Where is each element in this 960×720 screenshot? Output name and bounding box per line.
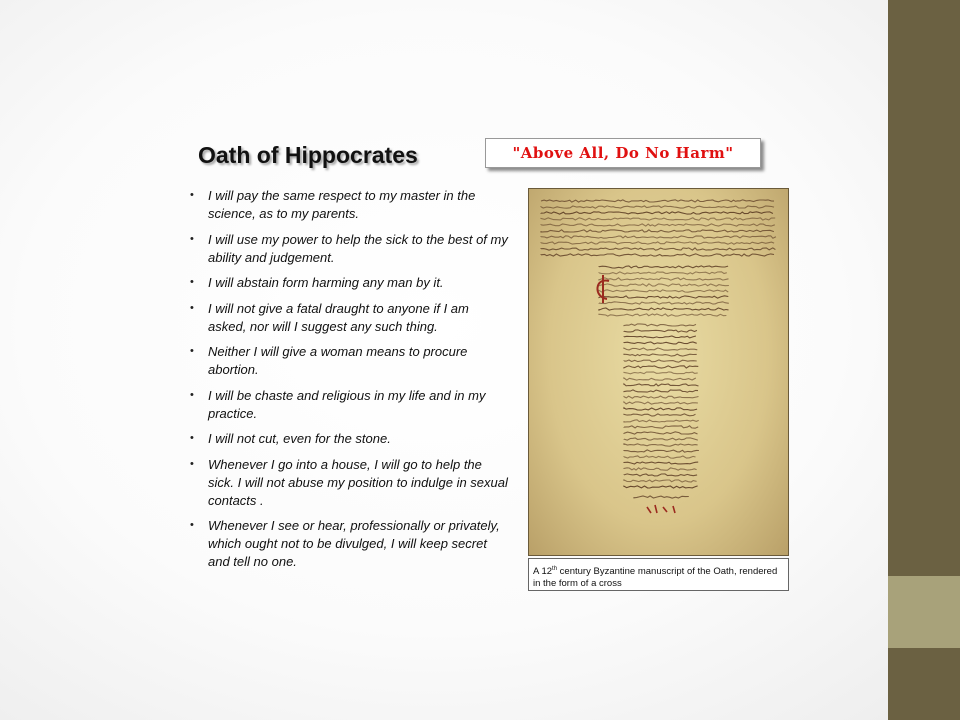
bullet-icon: •	[190, 189, 194, 201]
manuscript-line	[624, 342, 697, 344]
oath-item-text: I will not give a fatal draught to anyone if I am asked, nor will I suggest any such thing.	[208, 300, 469, 334]
bullet-icon: •	[190, 519, 194, 531]
manuscript-line	[624, 444, 698, 446]
oath-item-text: I will not cut, even for the stone.	[208, 431, 391, 446]
manuscript-line	[624, 324, 696, 326]
quote-box	[485, 138, 761, 168]
manuscript-line	[541, 212, 773, 214]
manuscript-line	[599, 284, 729, 286]
manuscript-line	[541, 224, 775, 226]
manuscript-line	[624, 414, 696, 416]
caption-superscript: th	[552, 566, 558, 572]
quote-text: "Above All, Do No Harm"	[512, 144, 734, 162]
manuscript-line	[624, 432, 698, 434]
manuscript-line	[624, 480, 697, 482]
oath-item-text: I will be chaste and religious in my life and in my practice.	[208, 387, 486, 421]
manuscript-line	[624, 348, 697, 350]
oath-item	[190, 387, 510, 423]
manuscript-line	[624, 366, 698, 368]
manuscript-cross-drawing	[529, 189, 788, 555]
caption-suffix: century Byzantine manuscript of the Oath, rendered in the form of a cross	[533, 566, 778, 590]
manuscript-line	[541, 200, 774, 202]
oath-item-text: I will use my power to help the sick to the best of my ability and judgement.	[208, 231, 508, 265]
manuscript-line	[624, 390, 698, 392]
slide-title: Oath of Hippocrates	[198, 142, 418, 168]
manuscript-line	[624, 438, 698, 440]
oath-item	[190, 274, 510, 292]
manuscript-line	[541, 254, 774, 256]
manuscript-line	[624, 378, 696, 380]
manuscript-line	[624, 354, 697, 356]
bullet-icon: •	[190, 457, 194, 470]
manuscript-line	[599, 314, 726, 316]
oath-item-text: Whenever I see or hear, professionally or privately, which ought not to be divulged, I will keep secret and tell no one.	[208, 518, 500, 569]
manuscript-line	[541, 218, 775, 220]
oath-list	[190, 187, 510, 579]
bullet-icon: •	[190, 345, 194, 357]
oath-item	[190, 456, 510, 510]
manuscript-line	[634, 496, 689, 498]
manuscript-line	[541, 236, 776, 238]
oath-item	[190, 430, 510, 448]
manuscript-line	[624, 474, 697, 476]
bullet-icon: •	[190, 276, 194, 288]
manuscript-line	[599, 296, 728, 298]
manuscript-line	[624, 330, 697, 332]
manuscript-line	[541, 230, 774, 232]
sidebar-band-top	[888, 0, 960, 576]
oath-item	[190, 187, 510, 223]
manuscript-line	[624, 420, 699, 422]
manuscript-line	[599, 290, 728, 292]
manuscript-line	[624, 402, 698, 404]
manuscript-image	[528, 188, 789, 556]
manuscript-line	[599, 278, 729, 280]
oath-item-text: I will abstain form harming any man by it.	[208, 275, 444, 290]
manuscript-line	[624, 384, 699, 386]
oath-item-text: Whenever I go into a house, I will go to help the sick. I will not abuse my position to indulge in sexual contacts .	[208, 456, 508, 508]
bullet-icon: •	[190, 301, 194, 314]
bullet-icon: •	[190, 432, 194, 444]
manuscript-line	[624, 336, 696, 338]
manuscript-line	[541, 206, 774, 208]
oath-item	[190, 343, 510, 379]
oath-item-text: Neither I will give a woman means to procure abortion.	[208, 344, 468, 377]
manuscript-line	[624, 450, 699, 452]
manuscript-caption	[528, 558, 789, 591]
sidebar-band-middle	[888, 576, 960, 648]
oath-item	[190, 231, 510, 267]
manuscript-line	[599, 266, 728, 268]
bullet-icon: •	[190, 232, 194, 245]
oath-item	[190, 300, 510, 336]
manuscript-line	[624, 426, 698, 428]
manuscript-line	[541, 242, 774, 244]
oath-item-text: I will pay the same respect to my master in the science, as to my parents.	[208, 188, 476, 221]
manuscript-line	[624, 486, 698, 488]
manuscript-line	[624, 360, 697, 362]
manuscript-line	[624, 462, 698, 464]
manuscript-line	[624, 396, 699, 398]
manuscript-red-marks	[647, 505, 675, 513]
bullet-icon: •	[190, 388, 194, 401]
manuscript-line	[541, 248, 775, 250]
manuscript-line	[624, 456, 696, 458]
sidebar-band-bottom	[888, 648, 960, 720]
caption-prefix: A 12	[533, 566, 553, 578]
manuscript-line	[624, 468, 697, 470]
manuscript-line	[624, 408, 697, 410]
manuscript-line	[599, 272, 727, 274]
manuscript-line	[624, 372, 698, 374]
manuscript-line	[599, 308, 729, 310]
oath-item	[190, 517, 510, 571]
manuscript-line	[599, 302, 729, 304]
